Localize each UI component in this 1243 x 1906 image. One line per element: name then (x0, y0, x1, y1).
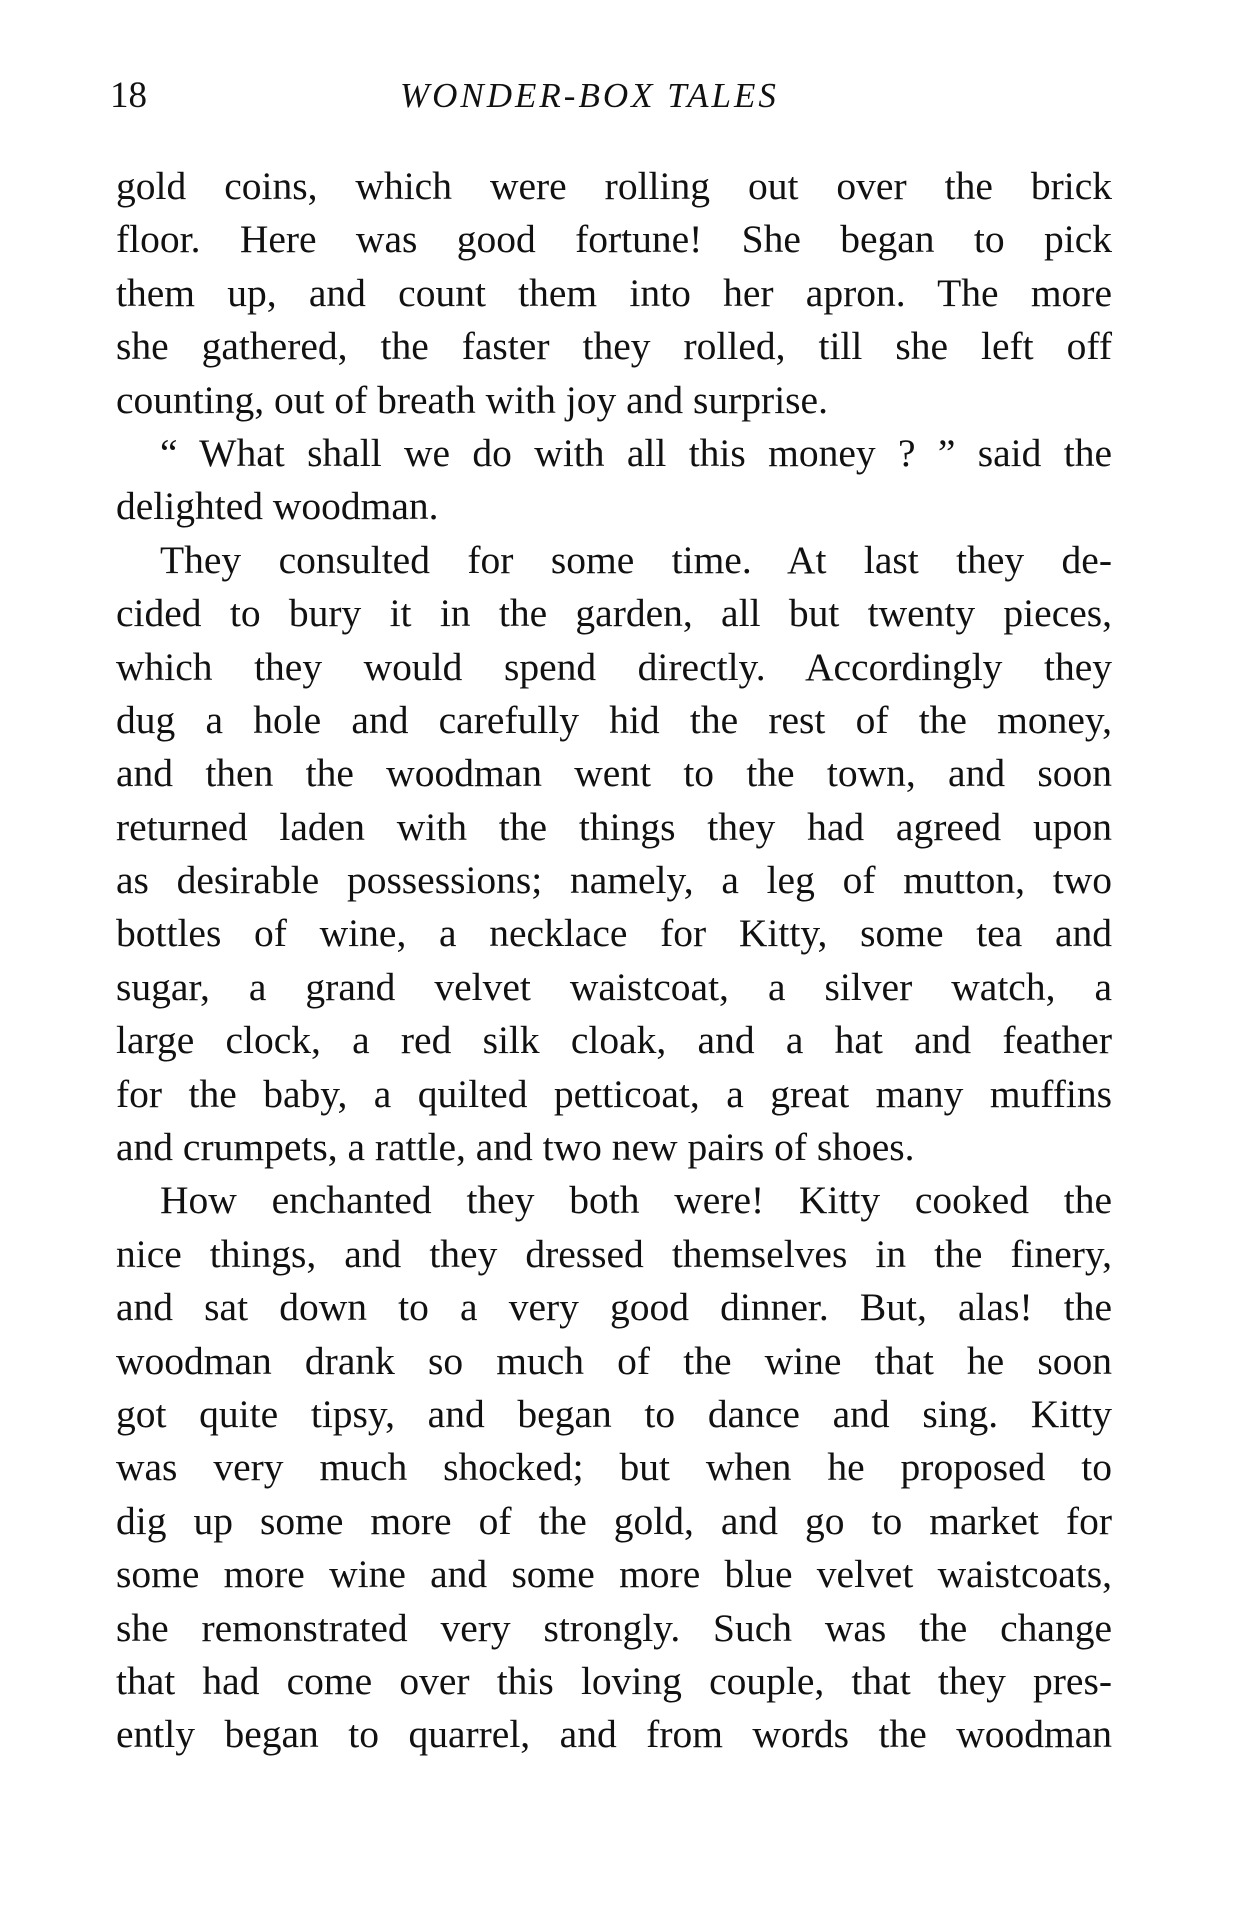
text-line: large clock, a red silk cloak, and a hat and feather (116, 1018, 1112, 1063)
text-line: nice things, and they dressed themselves in the finery, (116, 1231, 1112, 1276)
text-line: They consulted for some time. At last they de- (160, 537, 1112, 582)
text-line: for the baby, a quilted petticoat, a great many muffins (116, 1071, 1112, 1116)
text-line: dig up some more of the gold, and go to market for (116, 1498, 1112, 1543)
text-line: gold coins, which were rolling out over the brick (116, 164, 1112, 208)
text-line: she gathered, the faster they rolled, till she left off (116, 324, 1112, 369)
text-line: which they would spend directly. Accordingly they (116, 644, 1112, 689)
text-line: counting, out of breath with joy and surprise. (116, 377, 828, 422)
text-line: cided to bury it in the garden, all but twenty pieces, (116, 591, 1112, 636)
text-line: ently began to quarrel, and from words the woodman (116, 1712, 1112, 1757)
text-line: and crumpets, a rattle, and two new pairs of shoes. (116, 1125, 915, 1170)
text-line: and then the woodman went to the town, and soon (116, 751, 1112, 796)
text-line: bottles of wine, a necklace for Kitty, some tea and (116, 911, 1112, 956)
text-line: sugar, a grand velvet waistcoat, a silver watch, a (116, 964, 1112, 1009)
text-line: delighted woodman. (116, 484, 439, 529)
text-line: returned laden with the things they had agreed upon (116, 804, 1112, 849)
body-text (116, 160, 1112, 1762)
text-line: and sat down to a very good dinner. But, alas! the (116, 1285, 1112, 1330)
text-line: was very much shocked; but when he proposed to (116, 1445, 1112, 1490)
text-line: as desirable possessions; namely, a leg of mutton, two (116, 858, 1112, 903)
page-header (110, 66, 1120, 126)
page-number: 18 (110, 75, 147, 116)
text-line: that had come over this loving couple, that they pres- (116, 1658, 1112, 1703)
text-line: she remonstrated very strongly. Such was the change (116, 1605, 1112, 1650)
text-line: woodman drank so much of the wine that he soon (116, 1338, 1112, 1383)
text-line: got quite tipsy, and began to dance and sing. Kitty (116, 1391, 1112, 1436)
text-line: “ What shall we do with all this money ? ” said the (160, 430, 1112, 475)
text-line: some more wine and some more blue velvet waistcoats, (116, 1552, 1112, 1597)
text-line: them up, and count them into her apron. The more (116, 270, 1112, 315)
running-title: WONDER-BOX TALES (400, 76, 779, 115)
text-line: floor. Here was good fortune! She began to pick (116, 217, 1112, 262)
text-line: How enchanted they both were! Kitty cooked the (160, 1178, 1112, 1223)
text-line: dug a hole and carefully hid the rest of the money, (116, 697, 1112, 742)
